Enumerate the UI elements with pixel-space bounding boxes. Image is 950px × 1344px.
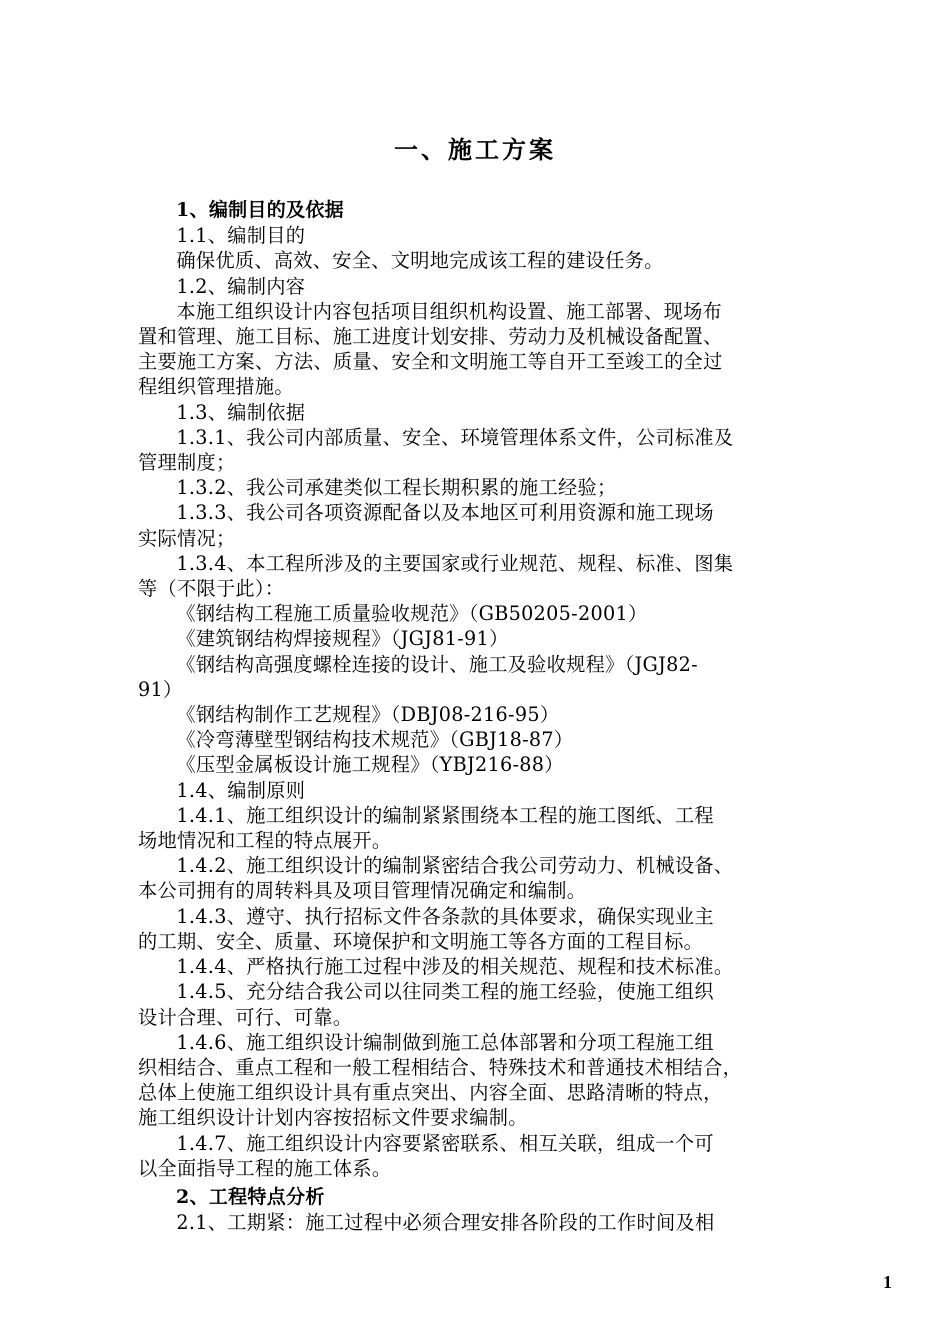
paragraph-line: 以全面指导工程的施工体系。 [138,1156,392,1180]
document-body [138,198,838,1235]
paragraph-line: 主要施工方案、方法、质量、安全和文明施工等自开工至竣工的全过 [138,350,723,374]
paragraph-line: 的工期、安全、质量、环境保护和文明施工等各方面的工程目标。 [138,929,704,953]
paragraph-line: 《建筑钢结构焊接规程》（JGJ81-91） [176,627,509,651]
paragraph-line: 总体上使施工组织设计具有重点突出、内容全面、思路清晰的特点， [138,1081,723,1105]
paragraph-line: 设计合理、可行、可靠。 [138,1005,353,1029]
paragraph-line: 确保优质、高效、安全、文明地完成该工程的建设任务。 [176,249,664,273]
paragraph-line: 1.1、编制目的 [176,224,306,248]
paragraph-line: 织相结合、重点工程和一般工程相结合、特殊技术和普通技术相结合， [138,1055,743,1079]
paragraph-line: 1.3、编制依据 [176,400,306,424]
paragraph-line: 1.2、编制内容 [176,274,306,298]
paragraph-line: 等（不限于此）： [138,577,285,601]
paragraph-line: 1.3.4、本工程所涉及的主要国家或行业规范、规程、标准、图集 [176,551,734,575]
paragraph-line: 1.4.2、施工组织设计的编制紧密结合我公司劳动力、机械设备、 [176,854,734,878]
paragraph-line: 1.4.3、遵守、执行招标文件各条款的具体要求，确保实现业主 [176,904,714,928]
paragraph-line: 1.4.5、充分结合我公司以往同类工程的施工经验，使施工组织 [176,980,714,1004]
paragraph-line: 场地情况和工程的特点展开。 [138,829,392,853]
paragraph-line: 2.1、工期紧：施工过程中必须合理安排各阶段的工作时间及相 [176,1211,715,1235]
paragraph-line: 《冷弯薄壁型钢结构技术规范》（GBJ18-87） [176,728,574,752]
paragraph-line: 本公司拥有的周转料具及项目管理情况确定和编制。 [138,879,587,903]
paragraph-line: 1.3.1、我公司内部质量、安全、环境管理体系文件，公司标准及 [176,425,734,449]
paragraph-line: 1.4.1、施工组织设计的编制紧紧围绕本工程的施工图纸、工程 [176,803,714,827]
section-heading: 2、工程特点分析 [176,1185,325,1208]
paragraph-line: 管理制度； [138,451,236,475]
paragraph-line: 程组织管理措施。 [138,375,294,399]
paragraph-line: 置和管理、施工目标、施工进度计划安排、劳动力及机械设备配置、 [138,325,723,349]
paragraph-line: 《钢结构工程施工质量验收规范》（GB50205-2001） [176,602,648,626]
paragraph-line: 1.3.2、我公司承建类似工程长期积累的施工经验； [176,476,617,500]
section-heading: 1、编制目的及依据 [176,199,344,221]
paragraph-line: 本施工组织设计内容包括项目组织机构设置、施工部署、现场布 [176,299,723,323]
document-title: 一、施工方案 [394,135,556,164]
paragraph-line: 实际情况； [138,526,236,550]
paragraph-line: 1.4.7、施工组织设计内容要紧密联系、相互关联，组成一个可 [176,1131,714,1155]
paragraph-line: 91） [138,677,183,701]
paragraph-line: 《钢结构制作工艺规程》（DBJ08-216-95） [176,703,560,727]
page-number: 1 [883,1272,892,1292]
paragraph-line: 1.4.4、严格执行施工过程中涉及的相关规范、规程和技术标准。 [176,955,734,979]
paragraph-line: 1.4、编制原则 [176,778,306,802]
paragraph-line: 《钢结构高强度螺栓连接的设计、施工及验收规程》（JGJ82- [176,652,698,676]
paragraph-line: 施工组织设计计划内容按招标文件要求编制。 [138,1106,528,1130]
paragraph-line: 1.3.3、我公司各项资源配备以及本地区可利用资源和施工现场 [176,501,714,525]
paragraph-line: 1.4.6、施工组织设计编制做到施工总体部署和分项工程施工组 [176,1030,714,1054]
paragraph-line: 《压型金属板设计施工规程》（YBJ216-88） [176,753,564,777]
